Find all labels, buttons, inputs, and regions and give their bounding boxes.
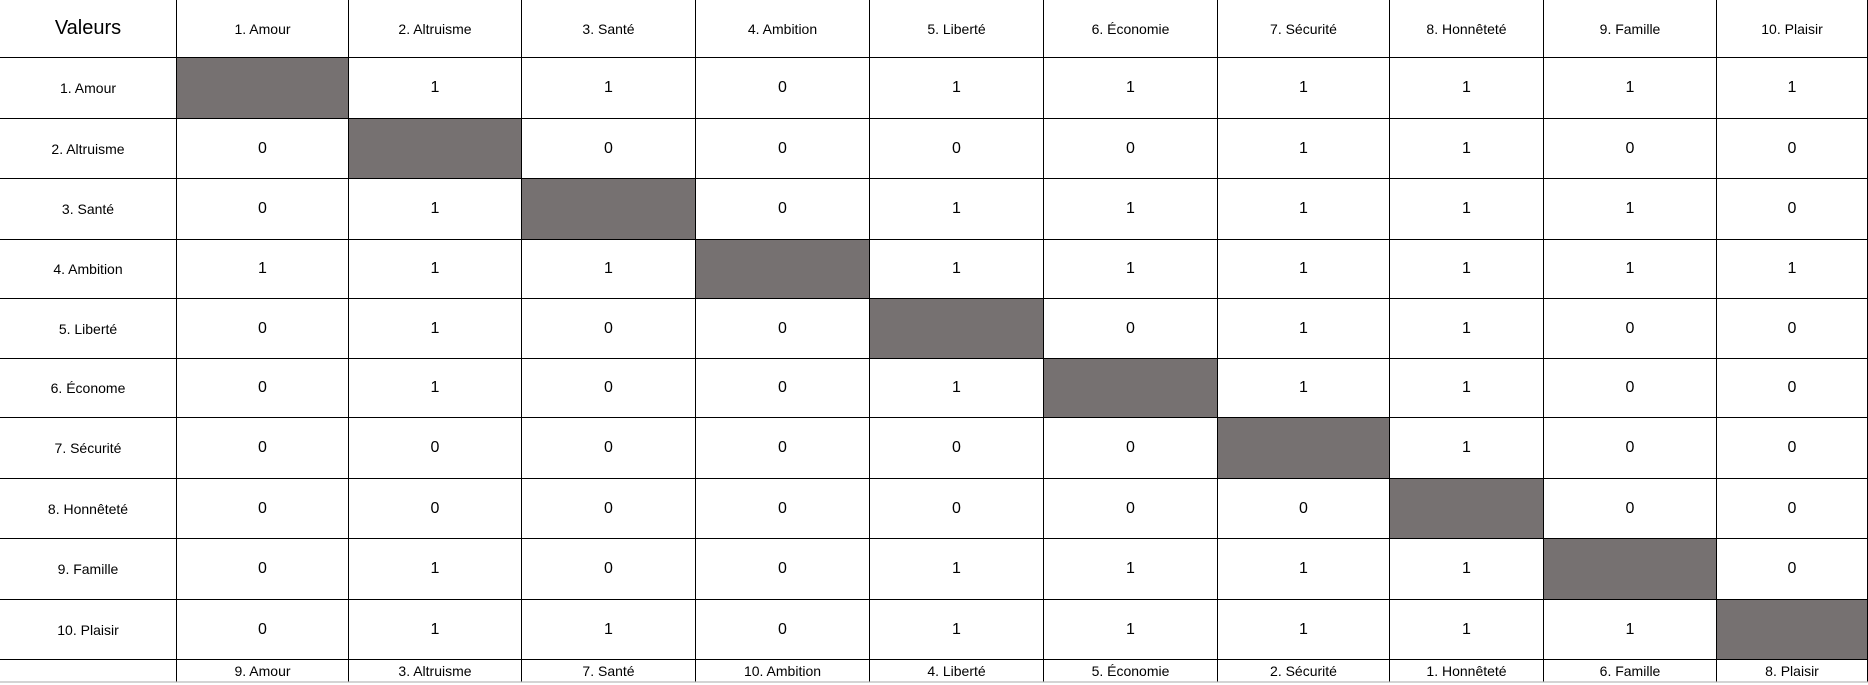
table-row (0, 418, 1868, 479)
comparison-cell[interactable]: 1 (349, 539, 522, 600)
comparison-cell[interactable]: 1 (1390, 600, 1544, 660)
comparison-cell[interactable]: 1 (1218, 240, 1390, 299)
ranking-cell[interactable]: 9. Amour (177, 660, 349, 682)
comparison-cell[interactable]: 0 (177, 119, 349, 179)
comparison-cell[interactable]: 0 (522, 418, 696, 479)
table-row (0, 240, 1868, 299)
comparison-cell[interactable]: 1 (1544, 58, 1717, 119)
table-row (0, 299, 1868, 359)
comparison-cell[interactable]: 0 (1717, 179, 1868, 240)
column-header[interactable]: 5. Liberté (870, 0, 1044, 58)
comparison-cell[interactable]: 1 (1390, 119, 1544, 179)
comparison-cell[interactable]: 0 (177, 600, 349, 660)
comparison-cell[interactable]: 0 (1218, 479, 1390, 539)
comparison-cell[interactable]: 0 (696, 359, 870, 418)
comparison-cell[interactable]: 1 (1717, 240, 1868, 299)
comparison-cell[interactable]: 0 (1044, 119, 1218, 179)
comparison-cell[interactable]: 1 (349, 58, 522, 119)
comparison-cell[interactable]: 0 (1717, 539, 1868, 600)
comparison-cell[interactable]: 1 (522, 600, 696, 660)
comparison-cell[interactable]: 0 (177, 479, 349, 539)
comparison-cell[interactable]: 0 (696, 600, 870, 660)
ranking-cell[interactable]: 5. Économie (1044, 660, 1218, 682)
row-header[interactable]: 2. Altruisme (0, 119, 177, 179)
comparison-cell[interactable]: 1 (870, 179, 1044, 240)
comparison-cell[interactable]: 1 (1544, 600, 1717, 660)
table-row (0, 479, 1868, 539)
comparison-cell[interactable]: 1 (1218, 359, 1390, 418)
table-row (0, 359, 1868, 418)
comparison-cell[interactable]: 1 (1218, 539, 1390, 600)
row-header[interactable]: 9. Famille (0, 539, 177, 600)
comparison-cell[interactable]: 1 (1218, 119, 1390, 179)
row-header[interactable]: 5. Liberté (0, 299, 177, 359)
comparison-cell[interactable]: 0 (522, 539, 696, 600)
column-header[interactable]: 8. Honnêteté (1390, 0, 1544, 58)
comparison-cell[interactable]: 0 (1044, 479, 1218, 539)
diagonal-cell[interactable] (349, 119, 522, 179)
comparison-cell[interactable]: 1 (1044, 179, 1218, 240)
comparison-cell[interactable]: 1 (1218, 179, 1390, 240)
table-row (0, 539, 1868, 600)
comparison-cell[interactable]: 0 (177, 539, 349, 600)
comparison-cell[interactable]: 1 (1717, 58, 1868, 119)
table-row (0, 58, 1868, 119)
sheet-gridline (0, 682, 1868, 683)
comparison-cell[interactable]: 1 (1044, 600, 1218, 660)
comparison-cell[interactable]: 1 (349, 179, 522, 240)
comparison-cell[interactable]: 0 (696, 418, 870, 479)
comparison-cell[interactable]: 0 (1544, 418, 1717, 479)
comparison-cell[interactable]: 0 (870, 479, 1044, 539)
column-header[interactable]: 7. Sécurité (1218, 0, 1390, 58)
comparison-cell[interactable]: 1 (1218, 299, 1390, 359)
row-header[interactable]: 6. Économe (0, 359, 177, 418)
comparison-cell[interactable]: 0 (1044, 418, 1218, 479)
comparison-cell[interactable]: 1 (1390, 299, 1544, 359)
comparison-cell[interactable]: 1 (1390, 539, 1544, 600)
comparison-cell[interactable]: 0 (1717, 119, 1868, 179)
column-header[interactable]: 10. Plaisir (1717, 0, 1868, 58)
comparison-cell[interactable]: 0 (1044, 299, 1218, 359)
diagonal-cell[interactable] (177, 58, 349, 119)
column-header[interactable]: 1. Amour (177, 0, 349, 58)
comparison-cell[interactable]: 0 (696, 119, 870, 179)
ranking-cell[interactable]: 3. Altruisme (349, 660, 522, 682)
comparison-cell[interactable]: 0 (696, 299, 870, 359)
diagonal-cell[interactable] (1717, 600, 1868, 660)
ranking-cell[interactable]: 1. Honnêteté (1390, 660, 1544, 682)
comparison-cell[interactable]: 1 (1218, 58, 1390, 119)
row-header[interactable]: 1. Amour (0, 58, 177, 119)
ranking-row (0, 660, 1868, 682)
diagonal-cell[interactable] (696, 240, 870, 299)
corner-cell-valeurs[interactable]: Valeurs (0, 0, 177, 58)
column-header[interactable]: 9. Famille (1544, 0, 1717, 58)
diagonal-cell[interactable] (1390, 479, 1544, 539)
comparison-cell[interactable]: 0 (1544, 479, 1717, 539)
comparison-cell[interactable]: 0 (1544, 119, 1717, 179)
comparison-cell[interactable]: 1 (522, 240, 696, 299)
comparison-cell[interactable]: 1 (522, 58, 696, 119)
comparison-cell[interactable]: 0 (1717, 359, 1868, 418)
comparison-cell[interactable]: 0 (177, 418, 349, 479)
comparison-cell[interactable]: 1 (870, 58, 1044, 119)
comparison-cell[interactable]: 1 (1044, 58, 1218, 119)
diagonal-cell[interactable] (522, 179, 696, 240)
comparison-cell[interactable]: 1 (1544, 179, 1717, 240)
comparison-cell[interactable]: 0 (349, 479, 522, 539)
comparison-cell[interactable]: 1 (870, 539, 1044, 600)
comparison-cell[interactable]: 1 (349, 240, 522, 299)
comparison-cell[interactable]: 0 (1717, 299, 1868, 359)
comparison-cell[interactable]: 0 (1544, 299, 1717, 359)
row-header[interactable]: 8. Honnêteté (0, 479, 177, 539)
comparison-cell[interactable]: 0 (1544, 359, 1717, 418)
comparison-cell[interactable]: 1 (870, 359, 1044, 418)
table-row (0, 119, 1868, 179)
comparison-cell[interactable]: 1 (177, 240, 349, 299)
comparison-cell[interactable]: 0 (522, 119, 696, 179)
comparison-cell[interactable]: 1 (349, 359, 522, 418)
comparison-cell[interactable]: 0 (177, 299, 349, 359)
comparison-cell[interactable]: 1 (349, 299, 522, 359)
row-header[interactable]: 10. Plaisir (0, 600, 177, 660)
row-header[interactable]: 3. Santé (0, 179, 177, 240)
column-header-row (0, 0, 1868, 58)
comparison-cell[interactable]: 0 (1717, 479, 1868, 539)
comparison-cell[interactable]: 1 (1044, 240, 1218, 299)
comparison-cell[interactable]: 1 (1218, 600, 1390, 660)
comparison-cell[interactable]: 1 (1390, 240, 1544, 299)
comparison-cell[interactable]: 1 (870, 600, 1044, 660)
comparison-cell[interactable]: 0 (696, 479, 870, 539)
comparison-cell[interactable]: 1 (1390, 58, 1544, 119)
diagonal-cell[interactable] (1544, 539, 1717, 600)
column-header[interactable]: 2. Altruisme (349, 0, 522, 58)
comparison-cell[interactable]: 0 (696, 179, 870, 240)
comparison-cell[interactable]: 0 (522, 299, 696, 359)
comparison-cell[interactable]: 1 (1044, 539, 1218, 600)
comparison-cell[interactable]: 0 (522, 479, 696, 539)
comparison-cell[interactable]: 0 (522, 359, 696, 418)
table-row (0, 600, 1868, 660)
diagonal-cell[interactable] (1044, 359, 1218, 418)
comparison-cell[interactable]: 1 (1390, 359, 1544, 418)
diagonal-cell[interactable] (1218, 418, 1390, 479)
ranking-cell[interactable]: 7. Santé (522, 660, 696, 682)
ranking-cell[interactable]: 4. Liberté (870, 660, 1044, 682)
comparison-cell[interactable]: 0 (696, 58, 870, 119)
column-header[interactable]: 3. Santé (522, 0, 696, 58)
row-header[interactable]: 4. Ambition (0, 240, 177, 299)
comparison-cell[interactable]: 1 (870, 240, 1044, 299)
ranking-cell[interactable]: 6. Famille (1544, 660, 1717, 682)
column-header[interactable]: 4. Ambition (696, 0, 870, 58)
comparison-cell[interactable]: 0 (349, 418, 522, 479)
column-header[interactable]: 6. Économie (1044, 0, 1218, 58)
ranking-cell[interactable]: 2. Sécurité (1218, 660, 1390, 682)
table-row (0, 179, 1868, 240)
ranking-row-header[interactable] (0, 660, 177, 682)
comparison-cell[interactable]: 1 (349, 600, 522, 660)
comparison-cell[interactable]: 1 (1544, 240, 1717, 299)
comparison-cell[interactable]: 0 (696, 539, 870, 600)
comparison-cell[interactable]: 0 (870, 418, 1044, 479)
ranking-cell[interactable]: 10. Ambition (696, 660, 870, 682)
comparison-cell[interactable]: 0 (870, 119, 1044, 179)
comparison-cell[interactable]: 0 (177, 359, 349, 418)
comparison-cell[interactable]: 0 (1717, 418, 1868, 479)
comparison-cell[interactable]: 0 (177, 179, 349, 240)
row-header[interactable]: 7. Sécurité (0, 418, 177, 479)
comparison-cell[interactable]: 1 (1390, 418, 1544, 479)
ranking-cell[interactable]: 8. Plaisir (1717, 660, 1868, 682)
diagonal-cell[interactable] (870, 299, 1044, 359)
comparison-cell[interactable]: 1 (1390, 179, 1544, 240)
